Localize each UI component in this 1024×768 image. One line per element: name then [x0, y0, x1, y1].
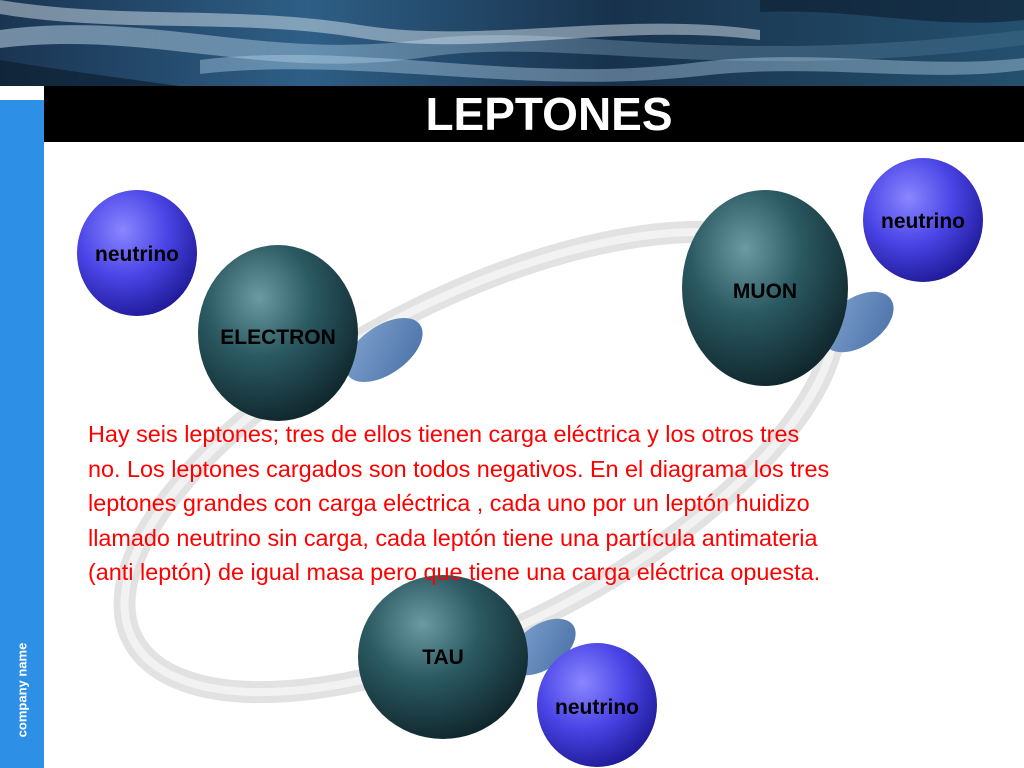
muon-label: MUON: [732, 280, 798, 303]
tau-neutrino-ball: [537, 643, 657, 767]
tau-ball: [358, 575, 528, 739]
electron-label: ELECTRON: [220, 326, 336, 349]
muon-neutrino-label: neutrino: [881, 210, 965, 233]
muon-ball: [682, 190, 848, 386]
company-name-label: company name: [14, 642, 30, 738]
electron-neutrino-label: neutrino: [95, 243, 179, 266]
electron-ball: [198, 245, 358, 421]
tau-label: TAU: [422, 646, 464, 669]
muon-neutrino-ball: [863, 158, 983, 282]
electron-neutrino-ball: [77, 190, 197, 316]
description-text: Hay seis leptones; tres de ellos tienen carga eléctrica y los otros tres no. Los leptones cargados son todos negativos. En el diagrama los tres leptones grandes con carga eléctrica , cada uno por un leptón huidizo llamado neutrino sin carga, cada leptón tiene una partícula antimateria (anti leptón) de igual masa pero que tiene una carga eléctrica opuesta.: [88, 421, 830, 585]
tau-neutrino-label: neutrino: [555, 696, 639, 719]
page-title: LEPTONES: [425, 88, 673, 140]
